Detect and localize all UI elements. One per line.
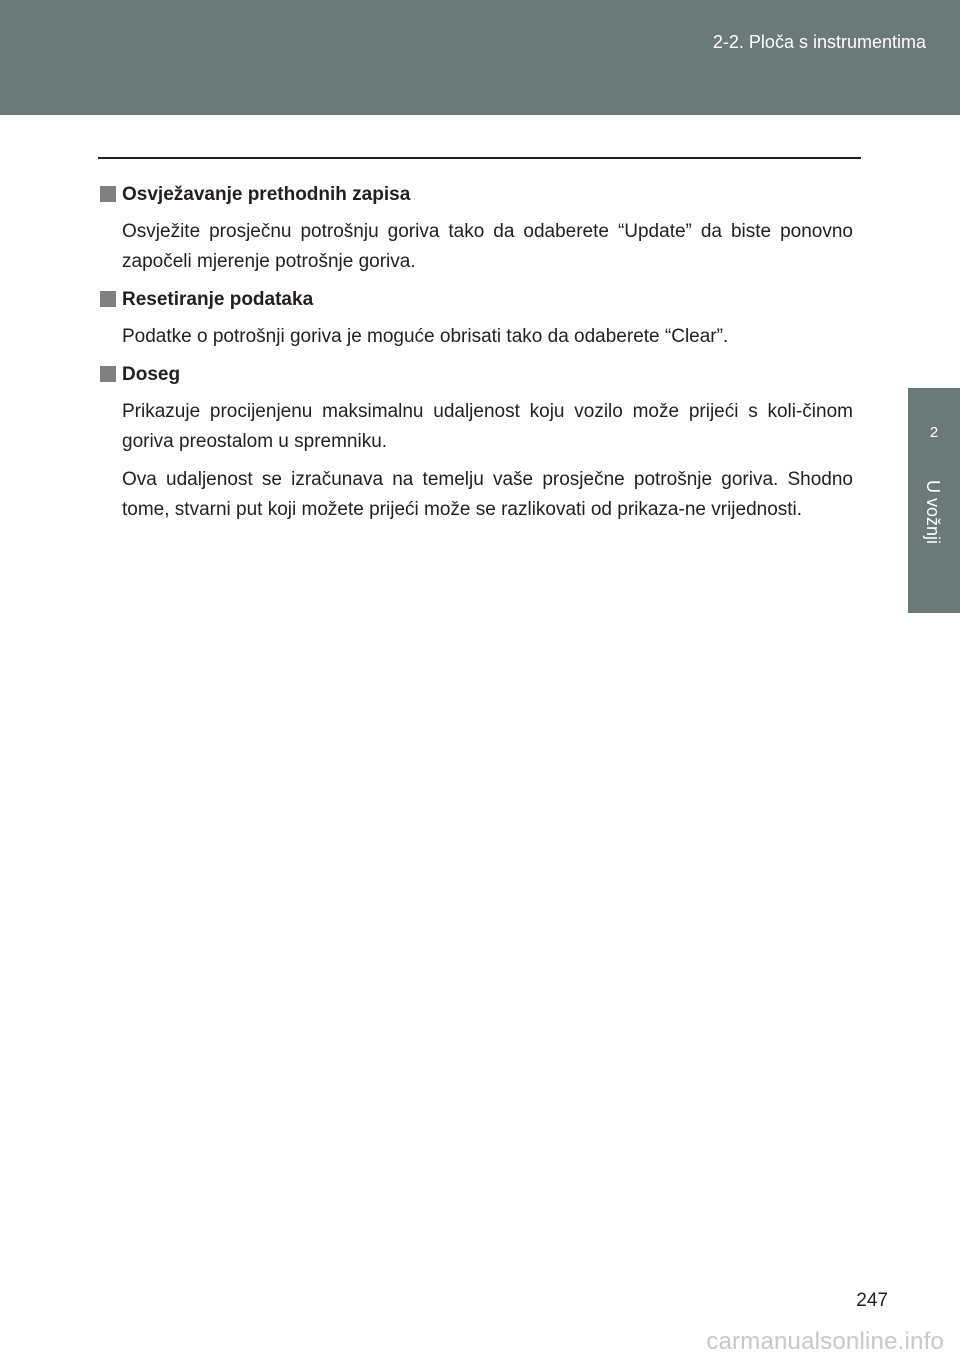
section-divider: [98, 157, 861, 159]
section-heading-text: Doseg: [122, 364, 181, 385]
square-bullet-icon: [100, 366, 116, 382]
page-number: 247: [856, 1290, 888, 1311]
square-bullet-icon: [100, 291, 116, 307]
section-heading: [100, 285, 853, 314]
chapter-number: 2: [929, 424, 939, 441]
paragraph: Podatke o potrošnji goriva je moguće obrisati tako da odaberete “Clear”.: [122, 326, 729, 347]
chapter-side-tab[interactable]: [908, 388, 960, 613]
paragraph: Osvježite prosječnu potrošnju goriva tako da odaberete “Update” da biste ponovno započeli mjerenje potrošnje goriva.: [122, 221, 853, 272]
section-refresh-records: [100, 180, 853, 277]
section-range: [100, 360, 853, 525]
section-heading: [100, 180, 853, 209]
paragraph: Prikazuje procijenjenu maksimalnu udaljenost koju vozilo može prijeći s koli-činom goriva preostalom u spremniku.: [122, 401, 853, 452]
paragraph: Ova udaljenost se izračunava na temelju vaše prosječne potrošnje goriva. Shodno tome, stvarni put koji možete prijeći može se razlikovati od prikaza-ne vrijednosti.: [122, 469, 853, 520]
chapter-label: U vožnji: [923, 480, 943, 545]
watermark: carmanualsonline.info: [706, 1328, 944, 1355]
section-heading: [100, 360, 853, 389]
section-reset-data: [100, 285, 853, 352]
section-title: 2-2. Ploča s instrumentima: [712, 32, 926, 52]
square-bullet-icon: [100, 186, 116, 202]
section-heading-text: Osvježavanje prethodnih zapisa: [122, 184, 411, 205]
header-band: [0, 0, 960, 115]
section-heading-text: Resetiranje podataka: [122, 289, 314, 310]
main-content: [100, 180, 853, 533]
